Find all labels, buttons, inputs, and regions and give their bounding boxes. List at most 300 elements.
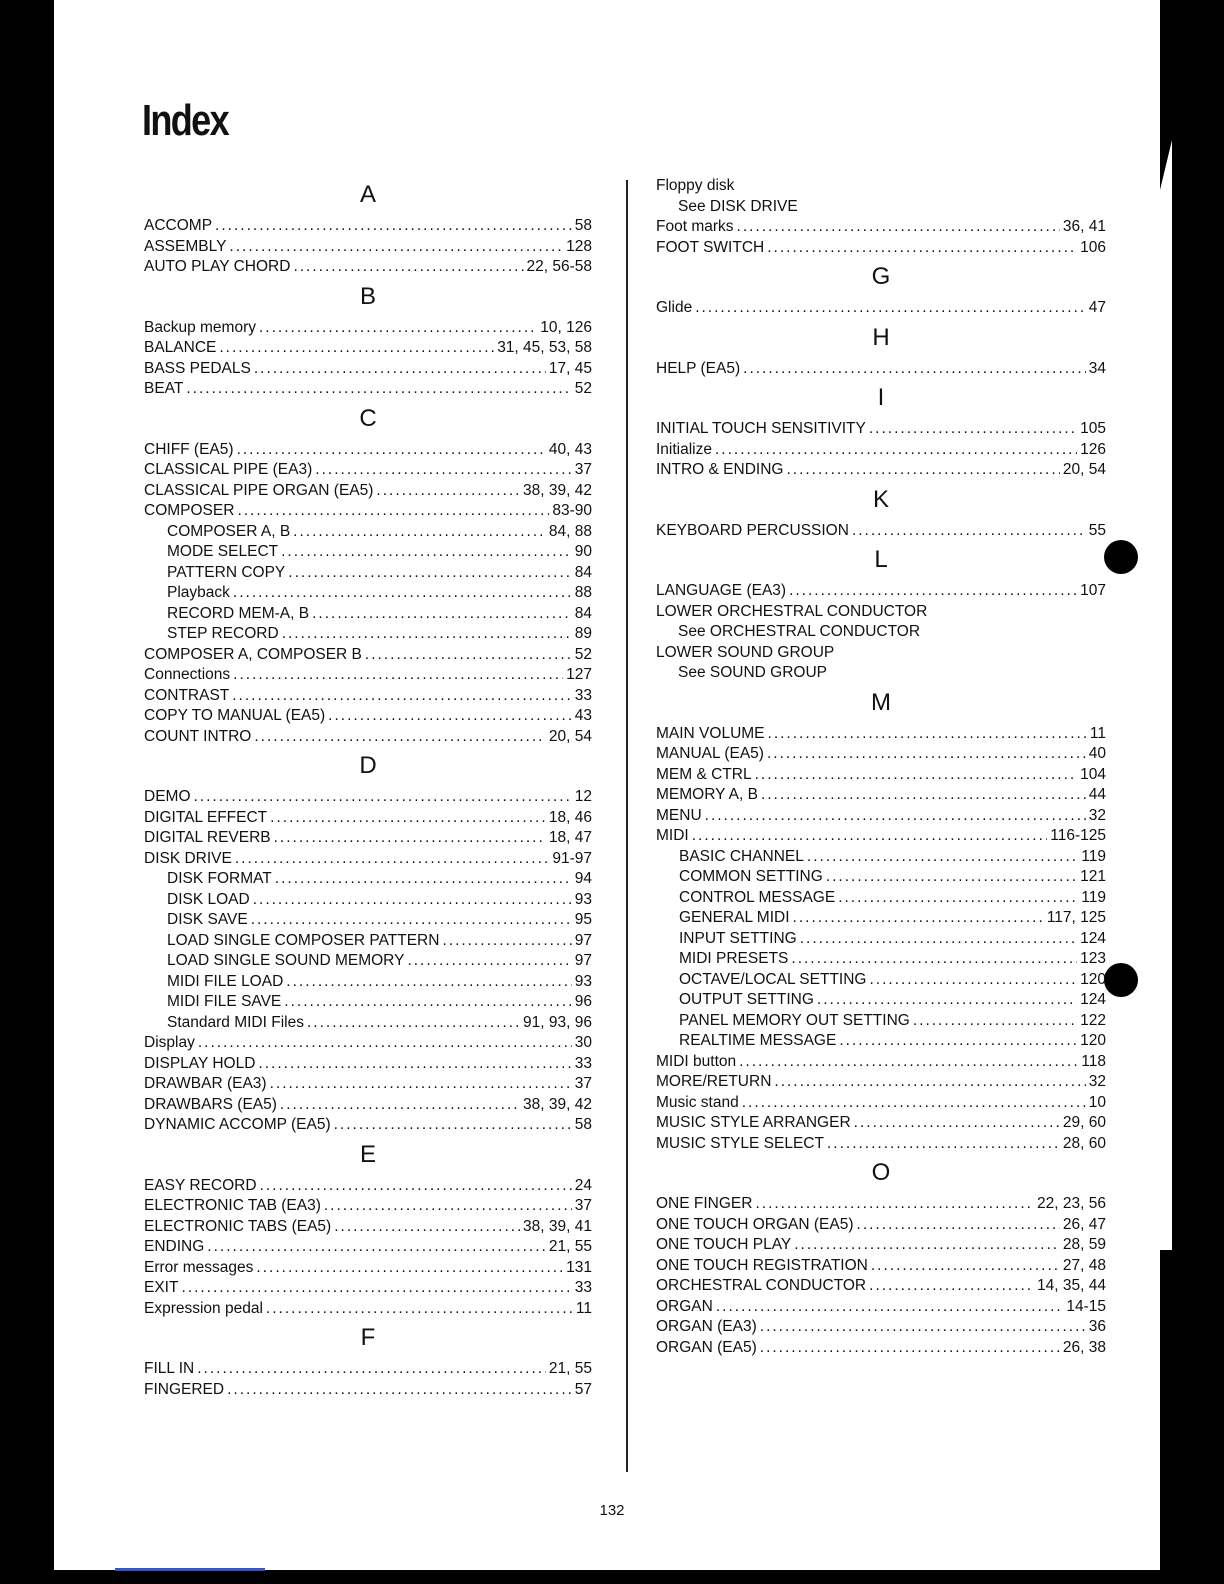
index-entry — [656, 419, 1106, 440]
index-entry — [656, 744, 1106, 765]
index-entry — [144, 318, 592, 339]
index-entry — [656, 1052, 1106, 1073]
leader-dots — [715, 440, 1077, 461]
leader-dots — [324, 1196, 572, 1217]
leader-dots — [194, 787, 572, 808]
leader-dots — [817, 990, 1077, 1011]
entry-term: ONE TOUCH PLAY — [656, 1236, 792, 1253]
section-letter: O — [871, 1159, 891, 1186]
index-subentry — [144, 604, 592, 625]
entry-term: COPY TO MANUAL (EA5) — [144, 707, 326, 724]
section-letter: C — [359, 404, 377, 432]
entry-pages: 119 — [1081, 888, 1106, 906]
entry-term: DISK LOAD — [167, 890, 250, 908]
entry-pages: 90 — [574, 543, 592, 560]
entry-term: MIDI FILE LOAD — [167, 972, 284, 990]
leader-dots — [293, 257, 523, 278]
index-subentry — [656, 888, 1106, 909]
index-entry — [656, 1072, 1106, 1093]
leader-dots — [288, 563, 571, 584]
leader-dots — [215, 216, 572, 237]
index-subentry — [656, 1031, 1106, 1052]
entry-term: ORGAN — [656, 1297, 713, 1315]
entry-term: INTRO & ENDING — [656, 461, 784, 478]
index-entry — [144, 257, 592, 278]
leader-dots — [705, 806, 1086, 827]
index-entry — [656, 460, 1106, 481]
entry-term: REALTIME MESSAGE — [679, 1032, 837, 1049]
entry-pages: 26, 47 — [1062, 1215, 1106, 1233]
entry-pages: 40, 43 — [548, 440, 592, 458]
leader-dots — [307, 1013, 520, 1034]
entry-pages: 117, 125 — [1046, 909, 1106, 926]
index-entry: LOWER SOUND GROUP — [656, 643, 835, 661]
index-subentry — [144, 931, 592, 952]
entry-pages: 91-97 — [552, 849, 592, 867]
entry-pages: 83-90 — [552, 502, 592, 519]
section-letter: G — [871, 263, 891, 290]
leader-dots — [743, 359, 1086, 380]
leader-dots — [742, 1093, 1086, 1114]
leader-dots — [253, 890, 572, 911]
entry-pages: 27, 48 — [1062, 1256, 1106, 1274]
entry-term: ORGAN (EA5) — [656, 1338, 757, 1356]
leader-dots — [791, 949, 1077, 970]
entry-term: BALANCE — [144, 339, 217, 356]
entry-pages: 47 — [1088, 299, 1106, 316]
section-letter: M — [871, 688, 891, 716]
leader-dots — [854, 1113, 1060, 1134]
index-entry — [656, 359, 1106, 380]
section-letter: E — [359, 1140, 376, 1168]
index-entry — [656, 765, 1106, 786]
entry-term: COMPOSER A, B — [167, 522, 291, 540]
leader-dots — [869, 970, 1077, 991]
section-letter: I — [877, 384, 885, 411]
entry-pages: 123 — [1080, 950, 1106, 967]
entry-pages: 104 — [1080, 765, 1106, 783]
entry-pages: 26, 38 — [1062, 1338, 1106, 1356]
leader-dots — [760, 1338, 1060, 1359]
index-entry — [656, 1113, 1106, 1134]
entry-pages: 43 — [574, 707, 592, 724]
leader-dots — [365, 645, 572, 666]
entry-term: CLASSICAL PIPE ORGAN (EA5) — [144, 481, 374, 499]
leader-dots — [913, 1011, 1077, 1032]
leader-dots — [839, 1031, 1077, 1052]
index-entry — [144, 481, 592, 502]
entry-pages: 131 — [566, 1258, 592, 1276]
index-entry — [144, 1095, 592, 1116]
index-subentry — [144, 951, 592, 972]
entry-pages: 52 — [574, 645, 592, 663]
section-letter: L — [874, 546, 888, 573]
entry-term: FINGERED — [144, 1380, 225, 1398]
entry-term: COMPOSER A, COMPOSER B — [144, 645, 362, 663]
index-entry: Floppy disk — [656, 177, 735, 194]
entry-term: Connections — [144, 666, 231, 683]
section-letter: F — [360, 1324, 376, 1351]
entry-pages: 57 — [574, 1380, 592, 1398]
leader-dots — [794, 1235, 1060, 1256]
index-entry — [144, 727, 592, 748]
entry-term: MIDI button — [656, 1052, 737, 1070]
entry-pages: 122 — [1080, 1011, 1106, 1029]
leader-dots — [767, 744, 1086, 765]
leader-dots — [334, 1115, 572, 1136]
entry-term: CONTRAST — [144, 686, 230, 704]
entry-pages: 18, 46 — [548, 808, 592, 826]
index-subentry — [656, 847, 1106, 868]
entry-term: Music stand — [656, 1093, 739, 1111]
entry-pages: 33 — [574, 686, 592, 704]
entry-pages: 84, 88 — [548, 522, 592, 540]
index-entry — [144, 645, 592, 666]
entry-pages: 119 — [1081, 847, 1106, 865]
entry-pages: 32 — [1088, 806, 1106, 824]
entry-term: Display — [144, 1034, 195, 1051]
entry-pages: 126 — [1080, 440, 1106, 458]
index-subentry — [144, 522, 592, 543]
leader-dots — [852, 521, 1086, 542]
index-entry — [144, 1115, 592, 1136]
leader-dots — [315, 460, 571, 481]
entry-term: ORGAN (EA3) — [656, 1318, 757, 1335]
index-entry — [144, 359, 592, 380]
entry-term: MEMORY A, B — [656, 786, 758, 803]
entry-term: ONE TOUCH REGISTRATION — [656, 1256, 868, 1274]
entry-term: DISK SAVE — [167, 911, 248, 928]
entry-pages: 120 — [1080, 970, 1106, 988]
entry-pages: 22, 23, 56 — [1037, 1195, 1106, 1212]
see-reference: See SOUND GROUP — [678, 664, 828, 681]
index-entry — [144, 1258, 592, 1279]
entry-term: MIDI PRESETS — [679, 950, 789, 967]
section-letter: A — [359, 181, 376, 208]
entry-pages: 20, 54 — [1062, 461, 1106, 478]
index-subentry — [656, 990, 1106, 1011]
entry-pages: 10 — [1088, 1093, 1106, 1111]
leader-dots — [284, 992, 571, 1013]
entry-term: DISPLAY HOLD — [144, 1054, 256, 1072]
entry-term: DISK DRIVE — [144, 849, 232, 867]
entry-pages: 124 — [1080, 991, 1106, 1008]
entry-term: STEP RECORD — [167, 625, 279, 642]
index-subentry — [656, 949, 1106, 970]
entry-term: OCTAVE/LOCAL SETTING — [679, 970, 867, 988]
page-title: Index — [142, 96, 229, 145]
index-entry — [656, 1338, 1106, 1359]
entry-pages: 17, 45 — [548, 359, 592, 377]
index-entry — [144, 787, 592, 808]
entry-pages: 11 — [575, 1299, 592, 1317]
entry-pages: 28, 60 — [1062, 1134, 1106, 1152]
entry-term: INITIAL TOUCH SENSITIVITY — [656, 420, 866, 437]
leader-dots — [774, 1072, 1085, 1093]
index-entry — [656, 1256, 1106, 1277]
entry-pages: 106 — [1080, 238, 1106, 256]
entry-pages: 105 — [1080, 420, 1106, 437]
entry-term: DIGITAL REVERB — [144, 829, 271, 846]
entry-pages: 107 — [1080, 582, 1106, 599]
entry-pages: 18, 47 — [548, 829, 592, 846]
entry-pages: 97 — [574, 931, 592, 949]
entry-term: MENU — [656, 806, 702, 824]
index-entry — [144, 1054, 592, 1075]
leader-dots — [312, 604, 572, 625]
leader-dots — [442, 931, 571, 952]
entry-pages: 44 — [1088, 786, 1106, 803]
entry-pages: 93 — [574, 890, 592, 908]
entry-pages: 38, 39, 42 — [523, 1095, 592, 1113]
entry-term: DRAWBAR (EA3) — [144, 1075, 267, 1092]
entry-term: MODE SELECT — [167, 543, 279, 560]
leader-dots — [280, 1095, 520, 1116]
entry-pages: 38, 39, 42 — [523, 481, 592, 499]
entry-pages: 21, 55 — [548, 1360, 592, 1377]
leader-dots — [258, 1054, 571, 1075]
entry-pages: 97 — [574, 952, 592, 969]
entry-pages: 10, 126 — [540, 318, 592, 336]
entry-term: COUNT INTRO — [144, 727, 252, 745]
index-subentry — [144, 624, 592, 645]
entry-term: COMMON SETTING — [679, 868, 823, 885]
entry-term: MORE/RETURN — [656, 1073, 772, 1090]
index-entry — [144, 1299, 592, 1320]
entry-pages: 36 — [1088, 1318, 1106, 1335]
leader-dots — [695, 298, 1086, 319]
index-subentry — [144, 542, 592, 563]
leader-dots — [716, 1297, 1064, 1318]
index-entry — [656, 298, 1106, 319]
leader-dots — [274, 828, 546, 849]
entry-term: Standard MIDI Files — [167, 1013, 304, 1031]
entry-pages: 95 — [574, 911, 592, 928]
index-entry — [144, 665, 592, 686]
entry-pages: 33 — [574, 1279, 592, 1296]
entry-pages: 88 — [574, 584, 592, 601]
section-letter: B — [359, 282, 376, 310]
leader-dots — [219, 338, 494, 359]
entry-term: DIGITAL EFFECT — [144, 808, 268, 826]
leader-dots — [755, 765, 1078, 786]
entry-pages: 14, 35, 44 — [1037, 1277, 1106, 1294]
leader-dots — [281, 542, 572, 563]
index-entry — [144, 1278, 592, 1299]
index-subentry — [144, 992, 592, 1013]
see-reference: See ORCHESTRAL CONDUCTOR — [678, 623, 921, 640]
leader-dots — [197, 1359, 546, 1380]
index-subentry — [144, 583, 592, 604]
index-entry — [656, 1194, 1106, 1215]
entry-term: ORCHESTRAL CONDUCTOR — [656, 1277, 867, 1294]
entry-pages: 37 — [574, 1075, 592, 1092]
entry-term: DISK FORMAT — [167, 870, 272, 887]
leader-dots — [207, 1237, 546, 1258]
section-letter: K — [872, 485, 889, 513]
leader-dots — [229, 237, 563, 258]
entry-term: Initialize — [656, 440, 712, 458]
leader-dots — [869, 1276, 1034, 1297]
scan-border-bottom — [0, 1570, 1224, 1584]
entry-term: ASSEMBLY — [144, 237, 227, 255]
entry-term: FOOT SWITCH — [656, 238, 765, 256]
index-column-left — [144, 176, 592, 1400]
leader-dots — [254, 359, 546, 380]
entry-term: Expression pedal — [144, 1299, 263, 1317]
index-entry — [144, 1176, 592, 1197]
leader-dots — [838, 888, 1078, 909]
index-entry — [144, 1359, 592, 1380]
entry-pages: 24 — [574, 1176, 592, 1194]
index-entry — [144, 828, 592, 849]
leader-dots — [334, 1217, 520, 1238]
index-column-right — [656, 176, 1106, 1358]
entry-pages: 36, 41 — [1062, 218, 1106, 235]
entry-pages: 22, 56-58 — [526, 258, 592, 275]
leader-dots — [266, 1299, 573, 1320]
entry-term: PATTERN COPY — [167, 563, 286, 581]
index-entry — [656, 1317, 1106, 1338]
entry-pages: 28, 59 — [1062, 1236, 1106, 1253]
leader-dots — [328, 706, 572, 727]
entry-pages: 33 — [574, 1054, 592, 1072]
entry-term: BEAT — [144, 380, 184, 397]
leader-dots — [739, 1052, 1078, 1073]
leader-dots — [251, 910, 572, 931]
entry-pages: 11 — [1089, 724, 1106, 742]
leader-dots — [259, 318, 537, 339]
index-entry — [656, 1134, 1106, 1155]
index-subentry — [144, 972, 592, 993]
index-entry — [656, 1235, 1106, 1256]
leader-dots — [235, 849, 549, 870]
entry-term: ELECTRONIC TAB (EA3) — [144, 1197, 321, 1214]
entry-term: EASY RECORD — [144, 1176, 257, 1194]
leader-dots — [760, 1317, 1086, 1338]
entry-term: DRAWBARS (EA5) — [144, 1095, 277, 1113]
leader-dots — [871, 1256, 1060, 1277]
index-entry — [144, 706, 592, 727]
leader-dots — [198, 1033, 572, 1054]
binder-hole — [1104, 963, 1138, 997]
entry-term: Glide — [656, 299, 693, 316]
leader-dots — [857, 1215, 1060, 1236]
index-entry — [656, 1093, 1106, 1114]
entry-pages: 21, 55 — [548, 1238, 592, 1255]
leader-dots — [254, 727, 546, 748]
leader-dots — [800, 929, 1077, 950]
entry-term: MANUAL (EA5) — [656, 745, 764, 762]
leader-dots — [286, 972, 571, 993]
entry-term: ONE TOUCH ORGAN (EA5) — [656, 1215, 854, 1233]
leader-dots — [827, 1134, 1060, 1155]
entry-term: AUTO PLAY CHORD — [144, 258, 291, 275]
index-entry — [656, 440, 1106, 461]
entry-pages: 58 — [574, 1116, 592, 1133]
entry-term: OUTPUT SETTING — [679, 991, 814, 1008]
index-subentry — [656, 867, 1106, 888]
entry-pages: 31, 45, 53, 58 — [497, 339, 592, 356]
index-entry — [144, 338, 592, 359]
leader-dots — [826, 867, 1077, 888]
entry-term: MEM & CTRL — [656, 765, 752, 783]
entry-pages: 120 — [1080, 1032, 1106, 1049]
entry-term: ELECTRONIC TABS (EA5) — [144, 1217, 332, 1235]
entry-term: MIDI — [656, 827, 689, 844]
index-entry — [656, 1276, 1106, 1297]
index-subentry — [144, 1013, 592, 1034]
leader-dots — [755, 1194, 1034, 1215]
leader-dots — [270, 808, 546, 829]
entry-term: ACCOMP — [144, 217, 213, 234]
entry-term: KEYBOARD PERCUSSION — [656, 521, 849, 539]
entry-pages: 32 — [1088, 1073, 1106, 1090]
entry-pages: 96 — [574, 993, 592, 1010]
entry-term: MAIN VOLUME — [656, 724, 765, 742]
index-entry — [144, 440, 592, 461]
index-entry — [656, 785, 1106, 806]
index-entry — [144, 501, 592, 522]
entry-pages: 20, 54 — [548, 727, 592, 745]
column-divider — [626, 180, 628, 1472]
entry-pages: 40 — [1088, 745, 1106, 762]
entry-term: HELP (EA5) — [656, 359, 741, 377]
entry-pages: 38, 39, 41 — [523, 1217, 592, 1235]
leader-dots — [256, 1258, 563, 1279]
entry-pages: 14-15 — [1066, 1297, 1106, 1315]
leader-dots — [793, 908, 1044, 929]
entry-pages: 91, 93, 96 — [523, 1013, 592, 1031]
entry-term: ENDING — [144, 1238, 205, 1255]
entry-pages: 12 — [574, 788, 592, 805]
leader-dots — [692, 826, 1048, 847]
entry-term: Foot marks — [656, 218, 734, 235]
leader-dots — [186, 379, 571, 400]
leader-dots — [232, 686, 572, 707]
leader-dots — [233, 665, 563, 686]
entry-term: BASS PEDALS — [144, 359, 251, 377]
entry-pages: 128 — [566, 237, 592, 255]
entry-term: DEMO — [144, 788, 191, 805]
index-entry — [656, 521, 1106, 542]
index-entry — [144, 1033, 592, 1054]
leader-dots — [282, 624, 572, 645]
index-entry — [144, 379, 592, 400]
entry-pages: 118 — [1081, 1052, 1106, 1070]
entry-term: CLASSICAL PIPE (EA3) — [144, 461, 313, 478]
section-letter: D — [359, 752, 377, 779]
leader-dots — [789, 581, 1077, 602]
index-subentry — [144, 869, 592, 890]
entry-term: LANGUAGE (EA3) — [656, 582, 787, 599]
entry-pages: 37 — [574, 461, 592, 478]
entry-pages: 55 — [1088, 521, 1106, 539]
entry-pages: 30 — [574, 1034, 592, 1051]
index-entry — [144, 237, 592, 258]
page-number: 132 — [599, 1502, 625, 1519]
entry-term: RECORD MEM-A, B — [167, 604, 310, 622]
index-entry — [144, 1196, 592, 1217]
index-entry — [144, 216, 592, 237]
leader-dots — [768, 724, 1087, 745]
entry-term: COMPOSER — [144, 502, 235, 519]
entry-pages: 94 — [574, 870, 592, 887]
leader-dots — [275, 869, 572, 890]
entry-term: Backup memory — [144, 318, 256, 336]
leader-dots — [807, 847, 1078, 868]
index-subentry — [144, 563, 592, 584]
